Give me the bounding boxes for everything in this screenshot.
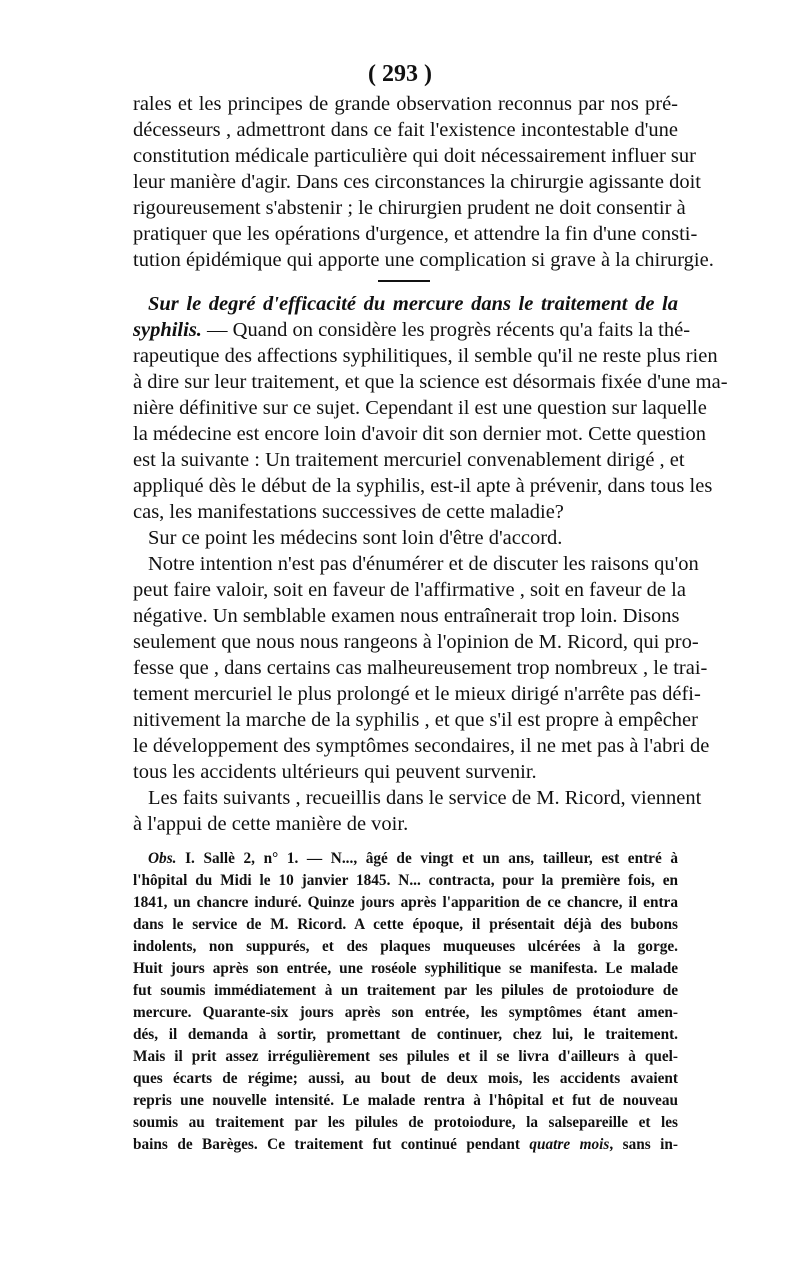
observation-line: dés, il demanda à sortir, promettant de continuer, chez lui, le traitement. — [133, 1026, 678, 1043]
observation-line: fut soumis immédiatement à un traitement par les pilules de protoiodure de — [133, 982, 678, 999]
text-line: rapeutique des affections syphilitiques, il semble qu'il ne reste plus rien — [133, 345, 718, 367]
observation-line: mercure. Quarante-six jours après son entrée, les symptômes étant amen- — [133, 1004, 678, 1021]
text-line: fesse que , dans certains cas malheureusement trop nombreux , le trai- — [133, 657, 708, 679]
text-line: négative. Un semblable examen nous entraînerait trop loin. Disons — [133, 605, 680, 627]
text-line: Sur ce point les médecins sont loin d'être d'accord. — [148, 527, 563, 549]
text-line: rales et les principes de grande observation reconnus par nos pré- — [133, 93, 678, 115]
text-line: appliqué dès le début de la syphilis, est-il apte à prévenir, dans tous les — [133, 475, 713, 497]
text-line: pratiquer que les opérations d'urgence, et attendre la fin d'une consti- — [133, 223, 698, 245]
section-heading-end: syphilis. — [133, 319, 202, 341]
text-line: peut faire valoir, soit en faveur de l'affirmative , soit en faveur de la — [133, 579, 686, 601]
text-line — [133, 318, 691, 342]
text-line: tement mercuriel le plus prolongé et le mieux dirigé n'arrête pas défi- — [133, 683, 701, 705]
observation-line — [133, 1134, 678, 1156]
text-line: décesseurs , admettront dans ce fait l'existence incontestable d'une — [133, 119, 678, 141]
text-run: — Quand on considère les progrès récents qu'a faits la thé- — [201, 319, 691, 341]
observation-line: soumis au traitement par les pilules de protoiodure, la salsepareille et les — [133, 1114, 678, 1131]
text-line: constitution médicale particulière qui doit nécessairement influer sur — [133, 145, 696, 167]
text-line: seulement que nous nous rangeons à l'opinion de M. Ricord, qui pro- — [133, 631, 699, 653]
observation-line: 1841, un chancre induré. Quinze jours après l'apparition de ce chancre, il entra — [133, 894, 678, 911]
page-number: ( 293 ) — [368, 61, 432, 87]
text-line: est la suivante : Un traitement mercuriel convenablement dirigé , et — [133, 449, 685, 471]
text-line: à l'appui de cette manière de voir. — [133, 813, 409, 835]
text-line: à dire sur leur traitement, et que la science est désormais fixée d'une ma- — [133, 371, 728, 393]
text-line: la médecine est encore loin d'avoir dit son dernier mot. Cette question — [133, 423, 706, 445]
text-line: rigoureusement s'abstenir ; le chirurgien prudent ne doit consentir à — [133, 197, 686, 219]
text-line: Notre intention n'est pas d'énumérer et de discuter les raisons qu'on — [148, 553, 699, 575]
observation-line: indolents, non suppurés, et des plaques muqueuses ulcérées à la gorge. — [133, 938, 678, 955]
observation-line — [148, 848, 678, 870]
text-line: nière définitive sur ce sujet. Cependant il est une question sur laquelle — [133, 397, 707, 419]
observation-line: repris une nouvelle intensité. Le malade rentra à l'hôpital et fut de nouveau — [133, 1092, 678, 1109]
observation-line: Huit jours après son entrée, une roséole syphilitique se manifesta. Le malade — [133, 960, 678, 977]
section-divider — [378, 280, 430, 282]
text-run: I. Sallè 2, n° 1. — N..., âgé de vingt et un ans, tailleur, est entré à — [176, 850, 678, 867]
text-line: nitivement la marche de la syphilis , et que s'il est propre à empêcher — [133, 709, 698, 731]
observation-line: Mais il prit assez irrégulièrement ses pilules et il se livra d'ailleurs à quel- — [133, 1048, 678, 1065]
observation-line: ques écarts de régime; aussi, au bout de deux mois, les accidents avaient — [133, 1070, 678, 1087]
text-run: , sans in- — [609, 1136, 679, 1153]
text-line: cas, les manifestations successives de cette maladie? — [133, 501, 564, 523]
text-line: tution épidémique qui apporte une complication si grave à la chirurgie. — [133, 249, 714, 271]
observation-line: dans le service de M. Ricord. A cette époque, il présentait déjà des bubons — [133, 916, 678, 933]
text-line: Les faits suivants , recueillis dans le service de M. Ricord, viennent — [148, 787, 702, 809]
section-heading: Sur le degré d'efficacité du mercure dans le traitement de la — [148, 293, 678, 315]
emphasis-text: quatre mois — [529, 1136, 610, 1153]
observation-line: l'hôpital du Midi le 10 janvier 1845. N... contracta, pour la première fois, en — [133, 872, 678, 889]
text-line: le développement des symptômes secondaires, il ne met pas à l'abri de — [133, 735, 710, 757]
text-line: tous les accidents ultérieurs qui peuvent survenir. — [133, 761, 537, 783]
observation-label: Obs. — [148, 850, 177, 867]
text-run: bains de Barèges. Ce traitement fut continué pendant — [133, 1136, 530, 1153]
text-line: leur manière d'agir. Dans ces circonstances la chirurgie agissante doit — [133, 171, 701, 193]
